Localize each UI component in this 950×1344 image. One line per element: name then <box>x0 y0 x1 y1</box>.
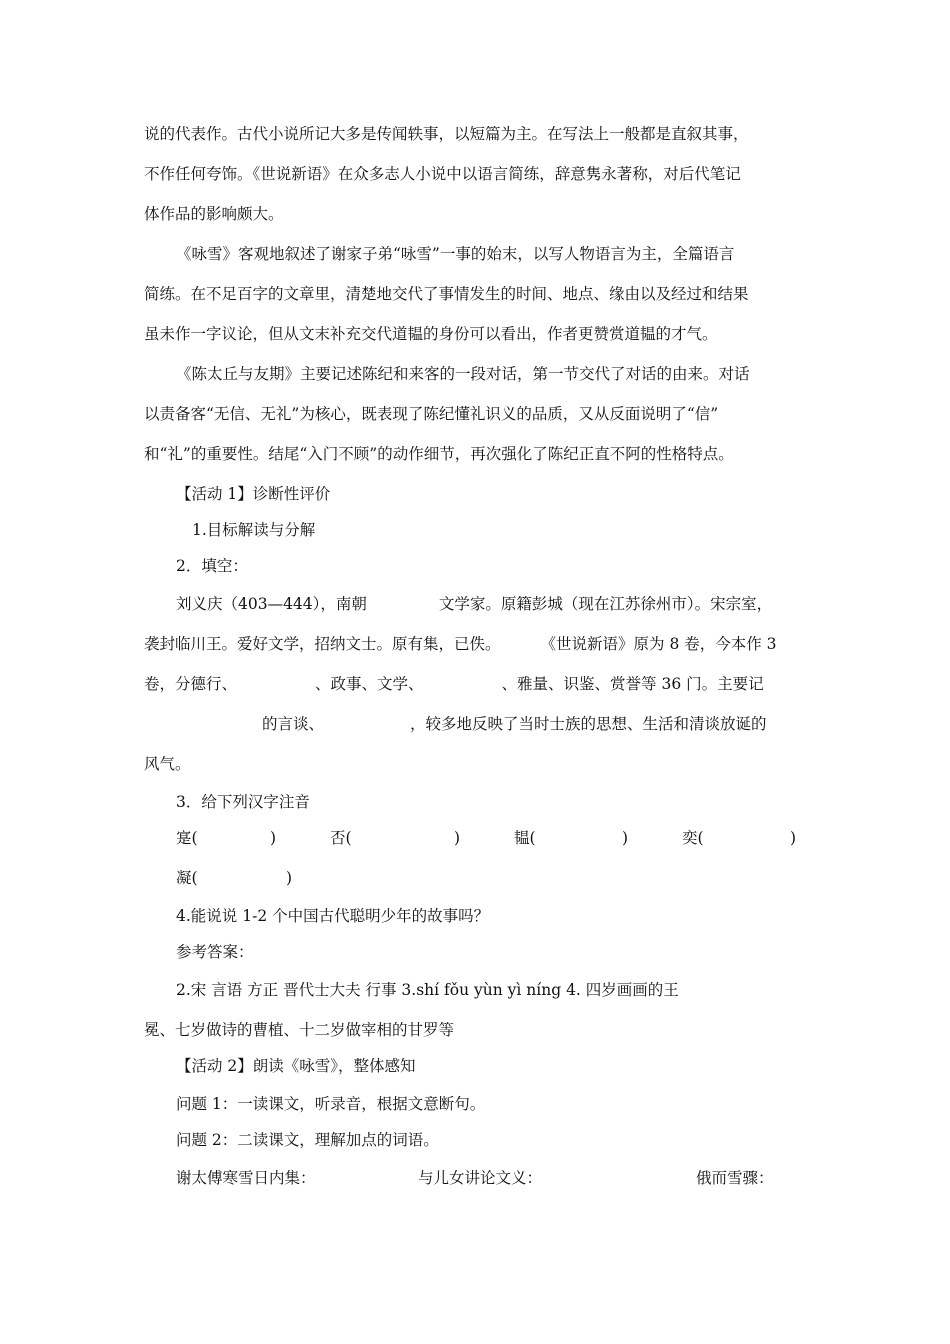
fill-line-1 <box>176 594 772 614</box>
answer-title: 参考答案： <box>176 943 254 961</box>
activity-1-item-1: 1.目标解读与分解 <box>192 521 316 539</box>
paragraph-2-line-1: 《咏雪》客观地叙述了谢家子弟“咏雪”一事的始末，以写人物语言为主，全篇语言 <box>176 245 735 263</box>
activity-2-heading: 【活动 2】朗读《咏雪》，整体感知 <box>176 1057 416 1075</box>
fill-line-4-part-b: ，较多地反映了当时士族的思想、生活和清谈放诞的 <box>410 715 767 733</box>
fill-line-2-part-b: 《世说新语》原为 8 卷，今本作 3 <box>540 635 777 653</box>
pinyin-char-3-open: 韫( <box>514 829 536 847</box>
activity-1-heading: 【活动 1】诊断性评价 <box>176 485 331 503</box>
pinyin-char-2-close: ) <box>454 829 461 847</box>
fill-line-1-part-a: 刘义庆（403—444），南朝 <box>176 595 367 613</box>
paragraph-3-line-2: 以责备客“无信、无礼”为核心，既表现了陈纪懂礼识义的品质，又从反面说明了“信” <box>144 405 719 423</box>
answer-line-1: 2.宋 言语 方正 晋代士大夫 行事 3.shí fǒu yùn yì níng 4. 四岁画画的王 <box>176 981 679 999</box>
paragraph-2-line-3: 虽未作一字议论，但从文末补充交代道韫的身份可以看出，作者更赞赏道韫的才气。 <box>144 325 718 343</box>
fill-line-3-part-c: 、雅量、识鉴、赏誉等 36 门。主要记 <box>501 675 764 693</box>
fill-line-4-part-a: 的言谈、 <box>262 715 325 733</box>
term-2: 与儿女讲论文义： <box>418 1169 543 1187</box>
paragraph-3-line-1: 《陈太丘与友期》主要记述陈纪和来客的一段对话，第一节交代了对话的由来。对话 <box>176 365 750 383</box>
activity-1-item-2-title: 2．填空： <box>176 557 248 575</box>
fill-line-4 <box>262 714 767 734</box>
fill-line-1-part-b: 文学家。原籍彭城（现在江苏徐州市）。宋宗室， <box>438 595 773 613</box>
term-3: 俄而雪骤： <box>696 1169 774 1187</box>
answer-line-2: 冕、七岁做诗的曹植、十二岁做宰相的甘罗等 <box>144 1021 455 1039</box>
term-1: 谢太傅寒雪日内集： <box>176 1169 316 1187</box>
pinyin-char-4-close: ) <box>790 829 797 847</box>
paragraph-2-line-2: 简练。在不足百字的文章里，清楚地交代了事情发生的时间、地点、缘由以及经过和结果 <box>144 285 749 303</box>
activity-2-question-2: 问题 2：二读课文，理解加点的词语。 <box>176 1131 439 1149</box>
activity-1-item-4: 4.能说说 1-2 个中国古代聪明少年的故事吗？ <box>176 907 490 925</box>
paragraph-1-line-1: 说的代表作。古代小说所记大多是传闻轶事，以短篇为主。在写法上一般都是直叙其事， <box>144 125 749 143</box>
pinyin-char-5-open: 凝( <box>176 869 198 887</box>
fill-line-5: 风气。 <box>144 755 191 773</box>
fill-line-2 <box>144 634 777 654</box>
pinyin-char-5-close: ) <box>286 869 293 887</box>
fill-line-3 <box>144 674 764 694</box>
pinyin-char-4-open: 奕( <box>682 829 704 847</box>
fill-line-3-part-b: 、政事、文学、 <box>315 675 424 693</box>
pinyin-char-1-open: 寔( <box>176 829 198 847</box>
paragraph-1-line-2: 不作任何夸饰。《世说新语》在众多志人小说中以语言简练，辞意隽永著称，对后代笔记 <box>144 165 741 183</box>
fill-line-3-part-a: 卷，分德行、 <box>144 675 238 693</box>
pinyin-char-3-close: ) <box>622 829 629 847</box>
activity-1-item-3-title: 3．给下列汉字注音 <box>176 793 310 811</box>
pinyin-char-1-close: ) <box>270 829 277 847</box>
fill-line-2-part-a: 袭封临川王。爱好文学，招纳文士。原有集，已佚。 <box>144 635 501 653</box>
activity-2-question-1: 问题 1：一读课文，听录音，根据文意断句。 <box>176 1095 486 1113</box>
paragraph-3-line-3: 和“礼”的重要性。结尾“入门不顾”的动作细节，再次强化了陈纪正直不阿的性格特点。 <box>144 445 734 463</box>
paragraph-1-line-3: 体作品的影响颇大。 <box>144 205 284 223</box>
pinyin-char-2-open: 否( <box>330 829 352 847</box>
